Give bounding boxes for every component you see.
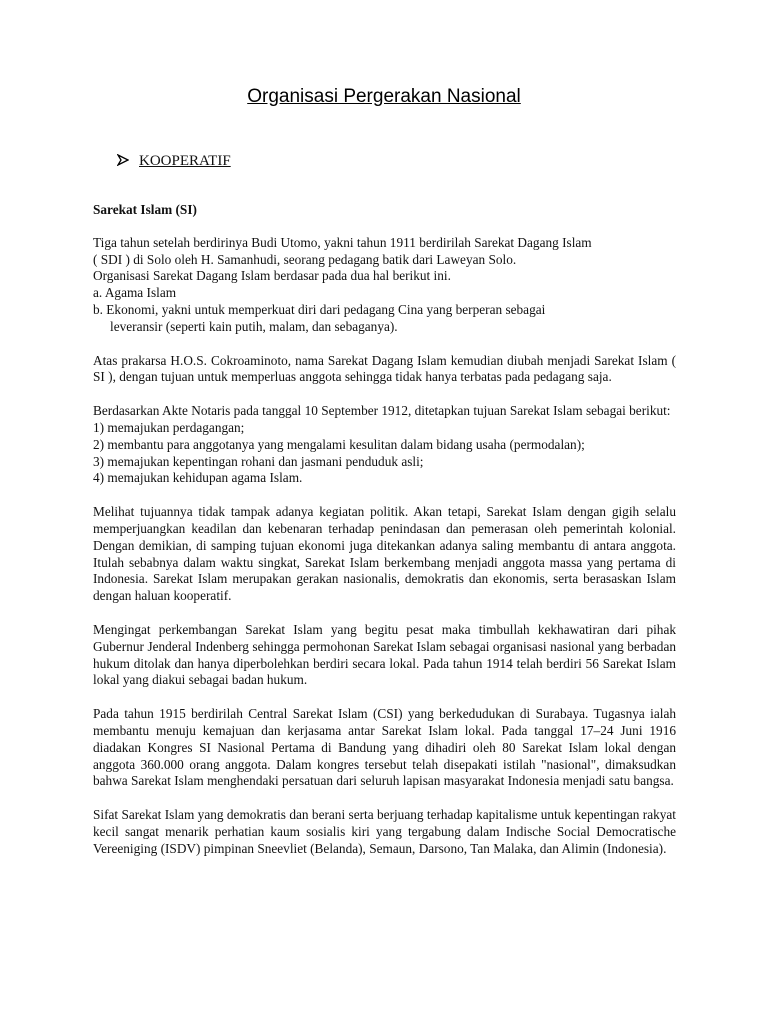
subheading-sarekat-islam: Sarekat Islam (SI)	[93, 202, 197, 217]
section-heading-kooperatif	[117, 153, 231, 170]
list-item: 4) memajukan kehidupan agama Islam.	[93, 470, 303, 486]
paragraph-csi: Pada tahun 1915 berdirilah Central Sarekat Islam (CSI) yang berkedudukan di Surabaya. Tugasnya ialah membantu menuju kemajuan dan kerjasama antar Sarekat Islam lokal. Pada tanggal 17–24 Juni 1916 diadakan Kongres SI Nasional Pertama di Bandung yang dihadiri oleh 80 Sarekat Islam lokal dengan anggota 360.000 orang anggota. Dalam kongres tersebut telah disepakati istilah "nasional", dimaksudkan bahwa Sarekat Islam menghendaki persatuan dari seluruh lapisan masyarakat Indonesia menjadi satu bangsa.	[93, 706, 676, 789]
list-item: 1) memajukan perdagangan;	[93, 419, 245, 435]
list-item-a: a. Agama Islam	[93, 285, 177, 301]
intro-paragraph	[93, 235, 676, 336]
intro-line-2: ( SDI ) di Solo oleh H. Samanhudi, seorang pedagang batik dari Laweyan Solo.	[93, 251, 517, 267]
list-item: 2) membantu para anggotanya yang mengalami kesulitan dalam bidang usaha (permodalan);	[93, 436, 585, 452]
document-title: Organisasi Pergerakan Nasional	[247, 86, 521, 107]
notaris-intro: Berdasarkan Akte Notaris pada tanggal 10 September 1912, ditetapkan tujuan Sarekat Islam sebagai berikut:	[93, 403, 671, 419]
notaris-section	[93, 403, 676, 487]
paragraph-idenberg: Mengingat perkembangan Sarekat Islam yang begitu pesat maka timbullah kekhawatiran dari pihak Gubernur Jenderal Indenberg sehingga permohonan Sarekat Islam sebagai organisasi nasional yang berbadan hukum ditolak dan hanya diperbolehkan berdiri secara lokal. Pada tahun 1914 telah berdiri 56 Sarekat Islam lokal yang diakui sebagai badan hukum.	[93, 621, 676, 688]
list-item-b: b. Ekonomi, yakni untuk memperkuat diri dari pedagang Cina yang berperan sebagai	[93, 301, 546, 317]
paragraph-isdv: Sifat Sarekat Islam yang demokratis dan berani serta berjuang terhadap kapitalisme untuk kepentingan rakyat kecil sangat menarik perhatian kaum sosialis kiri yang tergabung dalam Indische Social Democratische Vereeniging (ISDV) pimpinan Sneevliet (Belanda), Semaun, Darsono, Tan Malaka, dan Alimin (Indonesia).	[93, 807, 676, 856]
paragraph-politik: Melihat tujuannya tidak tampak adanya kegiatan politik. Akan tetapi, Sarekat Islam dengan gigih selalu memperjuangkan keadilan dan kebenaran terhadap penindasan dan pemerasan oleh pemerintah kolonial. Dengan demikian, di samping tujuan ekonomi juga ditekankan adanya saling membantu di antara anggota. Itulah sebabnya dalam waktu singkat, Sarekat Islam berkembang menjadi anggota massa yang pertama di Indonesia. Sarekat Islam merupakan gerakan nasionalis, demokratis dan ekonomis, serta berasaskan Islam dengan haluan kooperatif.	[93, 504, 676, 604]
arrow-right-icon	[117, 154, 133, 170]
document-body	[93, 202, 676, 858]
paragraph-cokroaminoto: Atas prakarsa H.O.S. Cokroaminoto, nama Sarekat Dagang Islam kemudian diubah menjadi Sarekat Islam ( SI ), dengan tujuan untuk memperluas anggota sehingga tidak hanya terbatas pada pedagang saja.	[93, 352, 676, 385]
intro-line-3: Organisasi Sarekat Dagang Islam berdasar pada dua hal berikut ini.	[93, 268, 451, 284]
intro-line-1: Tiga tahun setelah berdirinya Budi Utomo, yakni tahun 1911 berdirilah Sarekat Dagang Islam	[93, 234, 592, 250]
list-item: 3) memajukan kepentingan rohani dan jasmani penduduk asli;	[93, 453, 424, 469]
list-item-b-continuation: leveransir (seperti kain putih, malam, dan sebaganya).	[110, 318, 398, 334]
section-label: KOOPERATIF	[139, 153, 231, 169]
